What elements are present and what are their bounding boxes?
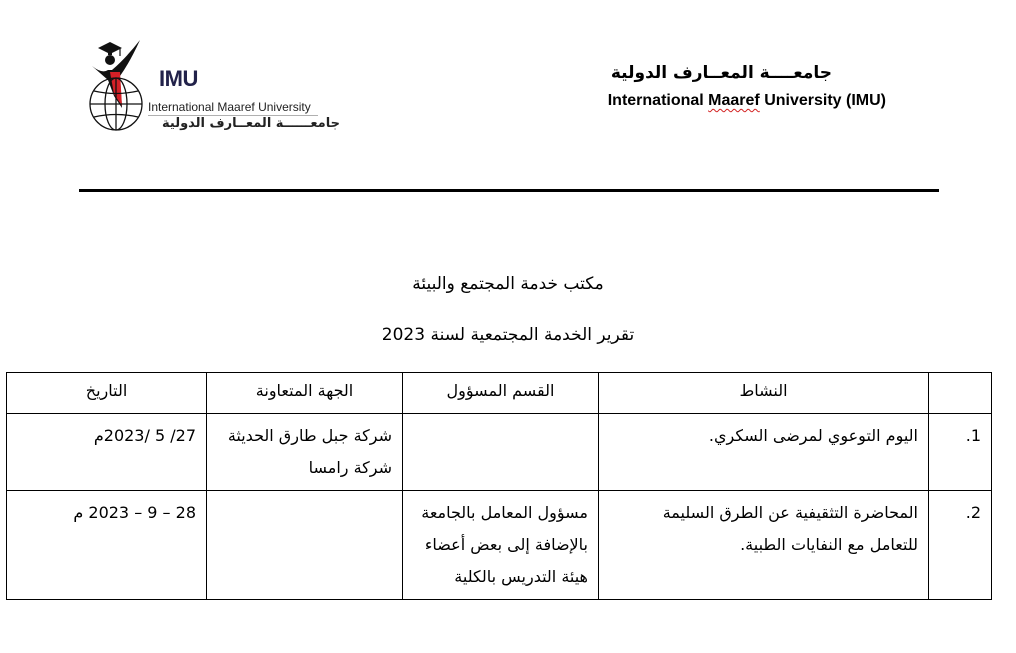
activity-cell: [599, 491, 929, 600]
spellcheck-flagged-word: Maaref: [708, 92, 760, 109]
partner-line: شركة رامسا: [308, 458, 392, 477]
university-name-en-prefix: International: [607, 92, 709, 109]
header-department: القسم المسؤول: [403, 373, 599, 414]
department-cell: [403, 414, 599, 491]
row-number-cell: 2.: [929, 491, 992, 600]
logo-name-en: International Maaref University: [148, 100, 311, 114]
office-title: مكتب خدمة المجتمع والبيئة: [412, 274, 604, 294]
header-activity: النشاط: [599, 373, 929, 414]
university-name-ar: جامعــــة المعــارف الدولية: [610, 63, 832, 83]
header-number: [929, 373, 992, 414]
report-title: تقرير الخدمة المجتمعية لسنة 2023: [381, 325, 635, 345]
date-cell: 27/ 5 /2023م: [7, 414, 207, 491]
table-header-row: [7, 373, 992, 414]
header-date: التاريخ: [7, 373, 207, 414]
university-name-en: [608, 92, 886, 110]
activity-line: المحاضرة التثقيفية عن الطرق السليمة: [662, 503, 918, 522]
department-line: بالإضافة إلى بعض أعضاء: [424, 535, 588, 554]
university-logo: [86, 36, 340, 140]
department-cell: [403, 491, 599, 600]
department-line: هيئة التدريس بالكلية: [454, 567, 588, 586]
table-body: [7, 414, 992, 600]
header-divider: [79, 189, 939, 192]
table-row: [7, 414, 992, 491]
logo-abbreviation: IMU: [159, 66, 198, 91]
activity-line: اليوم التوعوي لمرضى السكري.: [708, 426, 918, 445]
activity-line: للتعامل مع النفايات الطبية.: [740, 535, 918, 554]
activity-cell: [599, 414, 929, 491]
department-line: مسؤول المعامل بالجامعة: [421, 503, 588, 522]
partner-cell: [207, 491, 403, 600]
partner-line: شركة جبل طارق الحديثة: [227, 426, 392, 445]
activities-table: [6, 372, 992, 600]
globe-icon: [90, 78, 142, 130]
logo-name-ar: جامعــــــة المعــارف الدولية: [162, 116, 340, 131]
header-partner: الجهة المتعاونة: [207, 373, 403, 414]
university-name-en-suffix: University (IMU): [759, 92, 886, 109]
partner-cell: [207, 414, 403, 491]
table-row: [7, 491, 992, 600]
globe-logo-icon: [86, 36, 148, 136]
row-number-cell: 1.: [929, 414, 992, 491]
date-cell: 28 – 9 – 2023 م: [7, 491, 207, 600]
